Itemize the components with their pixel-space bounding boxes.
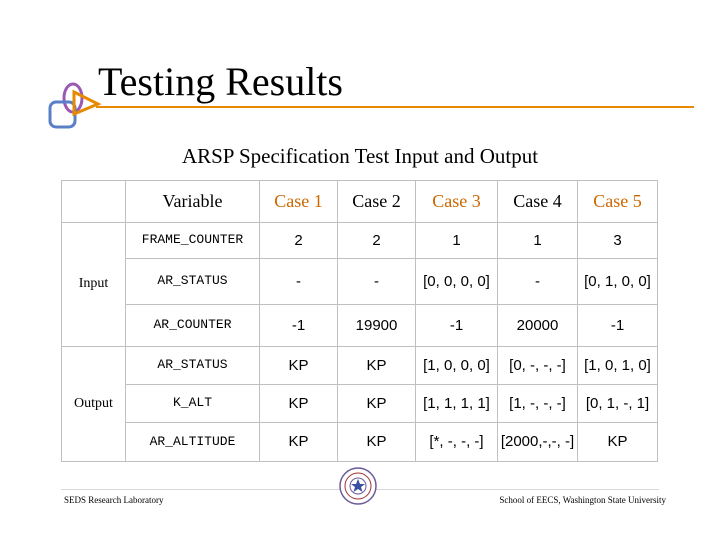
table-row — [62, 259, 658, 305]
table-row — [62, 385, 658, 423]
table-cell: 20000 — [498, 305, 578, 347]
table-cell: [1, 1, 1, 1] — [416, 385, 498, 423]
variable-name: FRAME_COUNTER — [126, 223, 260, 259]
title-divider — [96, 106, 694, 108]
table-row — [62, 423, 658, 462]
table-cell: 2 — [338, 223, 416, 259]
table-cell: -1 — [578, 305, 658, 347]
header-case-2: Case 2 — [338, 181, 416, 223]
table-row — [62, 223, 658, 259]
table-cell: KP — [260, 423, 338, 462]
table-caption: ARSP Specification Test Input and Output — [181, 144, 539, 168]
table-cell: [1, -, -, -] — [498, 385, 578, 423]
table-cell: [0, -, -, -] — [498, 347, 578, 385]
footer-lab-name: SEDS Research Laboratory — [64, 495, 164, 505]
table-cell: - — [260, 259, 338, 305]
header-case-5: Case 5 — [578, 181, 658, 223]
table-cell: [2000,-,-, -] — [498, 423, 578, 462]
table-cell: [0, 0, 0, 0] — [416, 259, 498, 305]
table-cell: -1 — [416, 305, 498, 347]
table-cell: - — [338, 259, 416, 305]
variable-name: AR_ALTITUDE — [126, 423, 260, 462]
group-label-input: Input — [62, 223, 126, 347]
footer-school-name: School of EECS, Washington State University — [499, 495, 666, 505]
table-cell: 1 — [498, 223, 578, 259]
table-cell: 3 — [578, 223, 658, 259]
table-cell: [1, 0, 1, 0] — [578, 347, 658, 385]
variable-name: AR_STATUS — [126, 259, 260, 305]
table-cell: [0, 1, -, 1] — [578, 385, 658, 423]
table-header-row — [62, 181, 658, 223]
table-cell: KP — [578, 423, 658, 462]
header-case-1: Case 1 — [260, 181, 338, 223]
table-cell: KP — [260, 385, 338, 423]
table-cell: 2 — [260, 223, 338, 259]
variable-name: AR_STATUS — [126, 347, 260, 385]
table-cell: KP — [338, 423, 416, 462]
university-seal-icon — [338, 466, 378, 506]
variable-name: K_ALT — [126, 385, 260, 423]
table-cell: - — [498, 259, 578, 305]
table-cell: KP — [338, 385, 416, 423]
header-case-3: Case 3 — [416, 181, 498, 223]
header-case-4: Case 4 — [498, 181, 578, 223]
table-row — [62, 305, 658, 347]
table-cell: [1, 0, 0, 0] — [416, 347, 498, 385]
table-cell: -1 — [260, 305, 338, 347]
header-variable: Variable — [126, 181, 260, 223]
corner-cell — [62, 181, 126, 223]
page-title: Testing Results — [98, 59, 343, 104]
table-cell: KP — [338, 347, 416, 385]
table-cell: [0, 1, 0, 0] — [578, 259, 658, 305]
table-cell: 19900 — [338, 305, 416, 347]
table-cell: 1 — [416, 223, 498, 259]
group-label-output: Output — [62, 347, 126, 462]
variable-name: AR_COUNTER — [126, 305, 260, 347]
table-cell: KP — [260, 347, 338, 385]
results-table — [61, 180, 658, 462]
table-cell: [*, -, -, -] — [416, 423, 498, 462]
table-row — [62, 347, 658, 385]
